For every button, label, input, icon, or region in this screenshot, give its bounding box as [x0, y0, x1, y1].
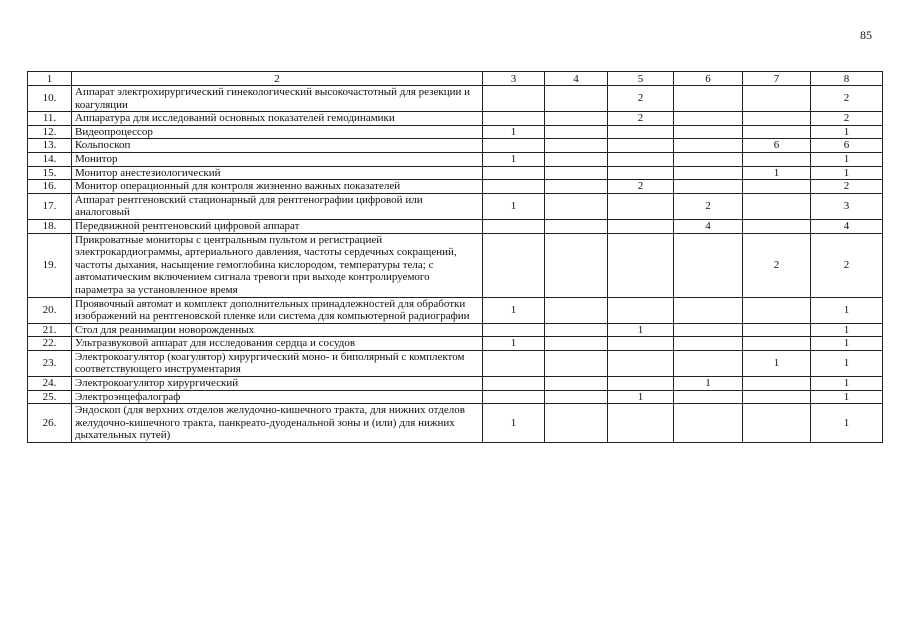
header-row — [28, 72, 883, 86]
col-7-cell — [743, 152, 811, 166]
row-number-cell: 12. — [28, 125, 72, 139]
col-3-cell: 1 — [483, 404, 545, 443]
table-row — [28, 125, 883, 139]
equipment-name-cell: Электрокоагулятор хирургический — [72, 377, 483, 391]
col-5-cell — [608, 377, 674, 391]
col-4-cell — [545, 152, 608, 166]
col-6-cell — [674, 125, 743, 139]
col-6-cell — [674, 180, 743, 194]
equipment-name-cell: Прикроватные мониторы с центральным пультом и регистрацией электрокардиограммы, артериального давления, частоты сердечных сокращений, частоты дыхания, насыщение гемоглобина кислородом, температуры тела; с автоматическим включением сигнала тревоги при выходе контролируемого параметра за установленное время — [72, 233, 483, 297]
col-3-cell — [483, 377, 545, 391]
row-number-cell: 15. — [28, 166, 72, 180]
col-5-cell: 2 — [608, 86, 674, 112]
equipment-name-cell: Эндоскоп (для верхних отделов желудочно-кишечного тракта, для нижних отделов желудочно-кишечного тракта, панкреато-дуоденальной зоны и (или) для нижних дыхательных путей) — [72, 404, 483, 443]
col-8-cell: 1 — [811, 337, 883, 351]
equipment-name-cell: Монитор анестезиологический — [72, 166, 483, 180]
header-col-7: 7 — [743, 72, 811, 86]
equipment-name-cell: Электроэнцефалограф — [72, 390, 483, 404]
col-6-cell — [674, 233, 743, 297]
col-3-cell — [483, 350, 545, 376]
col-3-cell: 1 — [483, 152, 545, 166]
col-4-cell — [545, 233, 608, 297]
col-6-cell — [674, 323, 743, 337]
equipment-name-cell: Монитор операционный для контроля жизненно важных показателей — [72, 180, 483, 194]
row-number-cell: 24. — [28, 377, 72, 391]
table-row — [28, 180, 883, 194]
col-5-cell — [608, 297, 674, 323]
col-8-cell: 2 — [811, 86, 883, 112]
col-7-cell — [743, 377, 811, 391]
col-4-cell — [545, 323, 608, 337]
col-7-cell: 6 — [743, 139, 811, 153]
col-7-cell — [743, 180, 811, 194]
col-4-cell — [545, 86, 608, 112]
table-row — [28, 166, 883, 180]
col-4-cell — [545, 297, 608, 323]
col-3-cell — [483, 86, 545, 112]
col-8-cell: 3 — [811, 193, 883, 219]
col-6-cell: 2 — [674, 193, 743, 219]
col-3-cell — [483, 112, 545, 126]
col-7-cell — [743, 297, 811, 323]
col-8-cell: 1 — [811, 125, 883, 139]
row-number-cell: 21. — [28, 323, 72, 337]
row-number-cell: 26. — [28, 404, 72, 443]
equipment-name-cell: Кольпоскоп — [72, 139, 483, 153]
col-7-cell — [743, 112, 811, 126]
table-row — [28, 112, 883, 126]
col-3-cell: 1 — [483, 125, 545, 139]
col-4-cell — [545, 125, 608, 139]
col-6-cell — [674, 337, 743, 351]
equipment-name-cell: Электрокоагулятор (коагулятор) хирургический моно- и биполярный с комплектом соответствующего инструментария — [72, 350, 483, 376]
row-number-cell: 13. — [28, 139, 72, 153]
equipment-name-cell: Стол для реанимации новорожденных — [72, 323, 483, 337]
row-number-cell: 16. — [28, 180, 72, 194]
col-3-cell — [483, 390, 545, 404]
equipment-name-cell: Видеопроцессор — [72, 125, 483, 139]
row-number-cell: 25. — [28, 390, 72, 404]
col-6-cell — [674, 139, 743, 153]
header-col-8: 8 — [811, 72, 883, 86]
col-6-cell — [674, 112, 743, 126]
col-5-cell: 1 — [608, 390, 674, 404]
row-number-cell: 14. — [28, 152, 72, 166]
col-8-cell: 2 — [811, 112, 883, 126]
equipment-name-cell: Монитор — [72, 152, 483, 166]
col-4-cell — [545, 337, 608, 351]
col-4-cell — [545, 350, 608, 376]
col-7-cell — [743, 390, 811, 404]
col-3-cell: 1 — [483, 297, 545, 323]
col-8-cell: 1 — [811, 297, 883, 323]
col-7-cell — [743, 323, 811, 337]
table-row — [28, 152, 883, 166]
row-number-cell: 18. — [28, 219, 72, 233]
col-8-cell: 2 — [811, 180, 883, 194]
table-row — [28, 139, 883, 153]
row-number-cell: 22. — [28, 337, 72, 351]
col-6-cell — [674, 297, 743, 323]
col-8-cell: 1 — [811, 166, 883, 180]
table-row — [28, 219, 883, 233]
equipment-name-cell: Передвижной рентгеновский цифровой аппарат — [72, 219, 483, 233]
table-row — [28, 377, 883, 391]
col-3-cell — [483, 323, 545, 337]
table-row — [28, 86, 883, 112]
col-7-cell — [743, 337, 811, 351]
row-number-cell: 20. — [28, 297, 72, 323]
col-5-cell — [608, 219, 674, 233]
col-3-cell — [483, 219, 545, 233]
col-5-cell — [608, 337, 674, 351]
col-5-cell — [608, 139, 674, 153]
col-6-cell — [674, 152, 743, 166]
col-5-cell: 2 — [608, 180, 674, 194]
col-7-cell: 1 — [743, 350, 811, 376]
col-7-cell: 2 — [743, 233, 811, 297]
row-number-cell: 11. — [28, 112, 72, 126]
col-5-cell: 1 — [608, 323, 674, 337]
table-header — [28, 72, 883, 86]
col-8-cell: 1 — [811, 323, 883, 337]
col-6-cell — [674, 404, 743, 443]
table-row — [28, 337, 883, 351]
col-7-cell — [743, 125, 811, 139]
col-5-cell — [608, 350, 674, 376]
header-col-2: 2 — [72, 72, 483, 86]
col-4-cell — [545, 166, 608, 180]
col-3-cell — [483, 180, 545, 194]
row-number-cell: 17. — [28, 193, 72, 219]
header-col-1: 1 — [28, 72, 72, 86]
col-8-cell: 1 — [811, 377, 883, 391]
col-3-cell: 1 — [483, 193, 545, 219]
col-6-cell — [674, 390, 743, 404]
equipment-name-cell: Аппаратура для исследований основных показателей гемодинамики — [72, 112, 483, 126]
col-3-cell: 1 — [483, 337, 545, 351]
header-col-3: 3 — [483, 72, 545, 86]
col-3-cell — [483, 139, 545, 153]
equipment-name-cell: Ультразвуковой аппарат для исследования сердца и сосудов — [72, 337, 483, 351]
col-7-cell — [743, 219, 811, 233]
col-5-cell — [608, 152, 674, 166]
col-3-cell — [483, 166, 545, 180]
table-body — [28, 86, 883, 443]
col-5-cell — [608, 193, 674, 219]
table-row — [28, 323, 883, 337]
col-4-cell — [545, 180, 608, 194]
col-6-cell — [674, 86, 743, 112]
equipment-name-cell: Проявочный автомат и комплект дополнительных принадлежностей для обработки изображений на рентгеновской пленке или система для компьютерной радиографии — [72, 297, 483, 323]
col-5-cell — [608, 166, 674, 180]
col-8-cell: 1 — [811, 404, 883, 443]
col-6-cell — [674, 166, 743, 180]
col-5-cell — [608, 404, 674, 443]
col-4-cell — [545, 112, 608, 126]
row-number-cell: 23. — [28, 350, 72, 376]
col-7-cell — [743, 404, 811, 443]
col-8-cell: 1 — [811, 152, 883, 166]
equipment-name-cell: Аппарат рентгеновский стационарный для рентгенографии цифровой или аналоговый — [72, 193, 483, 219]
header-col-6: 6 — [674, 72, 743, 86]
col-7-cell — [743, 193, 811, 219]
header-col-4: 4 — [545, 72, 608, 86]
table-row — [28, 390, 883, 404]
table-row — [28, 350, 883, 376]
col-4-cell — [545, 390, 608, 404]
col-3-cell — [483, 233, 545, 297]
col-8-cell: 1 — [811, 350, 883, 376]
table-row — [28, 233, 883, 297]
row-number-cell: 19. — [28, 233, 72, 297]
col-5-cell: 2 — [608, 112, 674, 126]
col-8-cell: 6 — [811, 139, 883, 153]
col-4-cell — [545, 404, 608, 443]
table-row — [28, 193, 883, 219]
equipment-table — [27, 71, 883, 443]
col-8-cell: 4 — [811, 219, 883, 233]
col-6-cell: 1 — [674, 377, 743, 391]
col-6-cell — [674, 350, 743, 376]
col-4-cell — [545, 377, 608, 391]
col-4-cell — [545, 193, 608, 219]
table-row — [28, 297, 883, 323]
col-7-cell: 1 — [743, 166, 811, 180]
col-8-cell: 1 — [811, 390, 883, 404]
col-4-cell — [545, 139, 608, 153]
page-number: 85 — [860, 28, 872, 42]
col-5-cell — [608, 125, 674, 139]
col-6-cell: 4 — [674, 219, 743, 233]
col-4-cell — [545, 219, 608, 233]
col-7-cell — [743, 86, 811, 112]
table-row — [28, 404, 883, 443]
equipment-name-cell: Аппарат электрохирургический гинекологический высокочастотный для резекции и коагуляции — [72, 86, 483, 112]
col-5-cell — [608, 233, 674, 297]
header-col-5: 5 — [608, 72, 674, 86]
row-number-cell: 10. — [28, 86, 72, 112]
col-8-cell: 2 — [811, 233, 883, 297]
